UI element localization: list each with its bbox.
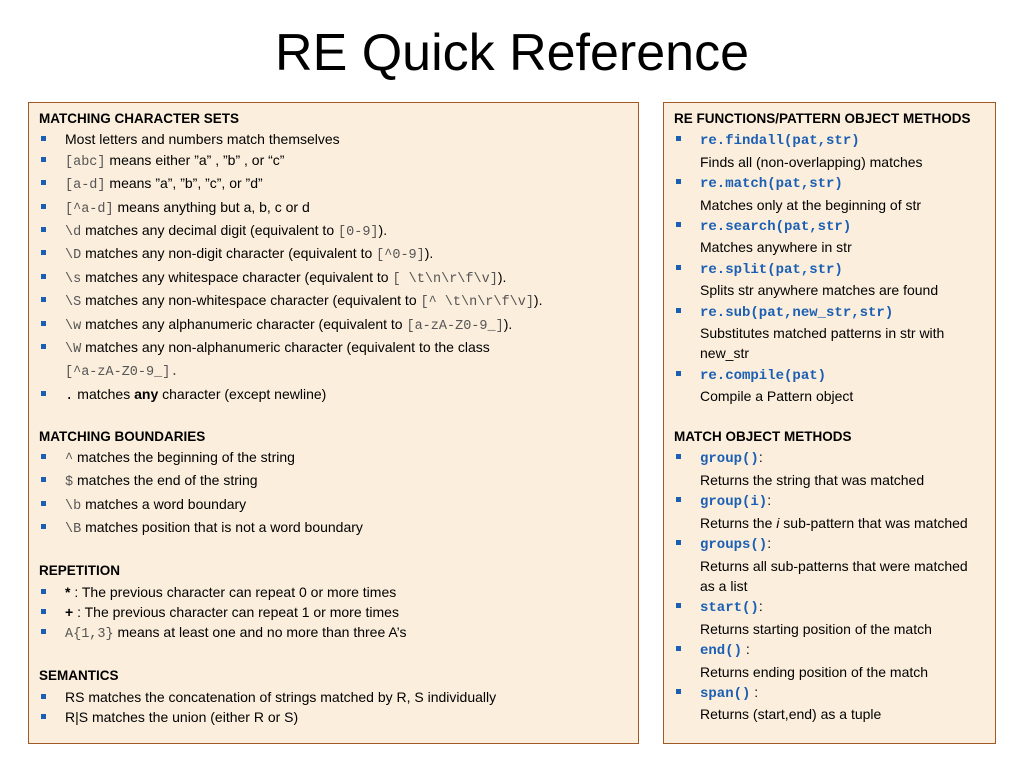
method-description: Returns the string that was matched xyxy=(700,471,925,488)
list-item: group(i): Returns the i sub-pattern that was matched xyxy=(674,490,985,533)
regex-code: [^a-zA-Z0-9_] xyxy=(65,365,171,381)
bullet-icon xyxy=(676,308,681,313)
boundaries-list xyxy=(39,447,628,541)
semantics-list xyxy=(39,687,628,728)
list-item: + : The previous character can repeat 1 or more times xyxy=(39,602,628,622)
list-item: [abc] means either ”a” , ”b” , or “c” xyxy=(39,150,628,173)
section-heading-repetition: REPETITION xyxy=(39,563,121,579)
section-heading-matching-sets: MATCHING CHARACTER SETS xyxy=(39,111,239,126)
list-item: \W matches any non-alphanumeric character (equivalent to the class [^a-zA-Z0-9_]. xyxy=(39,337,628,384)
list-item: [a-d] means ”a”, ”b”, ”c”, or ”d” xyxy=(39,173,628,196)
bullet-icon xyxy=(41,694,46,699)
method-signature: start() xyxy=(700,600,759,617)
function-signature: re.search(pat,str) xyxy=(700,219,852,236)
bullet-icon xyxy=(41,297,46,302)
bullet-icon xyxy=(676,222,681,227)
regex-code: [^ \t\n\r\f\v] xyxy=(420,295,534,311)
regex-code: [0-9] xyxy=(338,225,379,241)
method-signature: group() xyxy=(700,451,759,468)
method-description: Returns the i sub-pattern that was matched xyxy=(700,514,968,531)
method-signature: group(i) xyxy=(700,494,768,511)
functions-list xyxy=(674,129,985,406)
bullet-icon xyxy=(41,344,46,349)
regex-code: \s xyxy=(65,271,82,287)
bullet-icon xyxy=(676,371,681,376)
regex-code: . xyxy=(65,387,74,404)
left-reference-panel xyxy=(28,102,639,744)
bullet-icon xyxy=(41,180,46,185)
regex-code: [^a-d] xyxy=(65,201,114,217)
list-item: $ matches the end of the string xyxy=(39,470,628,493)
function-signature: re.findall(pat,str) xyxy=(700,133,860,150)
list-item: group(): Returns the string that was matched xyxy=(674,447,985,490)
list-item: span() : Returns (start,end) as a tuple xyxy=(674,682,985,725)
function-description: Compile a Pattern object xyxy=(700,388,854,405)
bullet-icon xyxy=(676,540,681,545)
list-item xyxy=(674,129,985,172)
bullet-icon xyxy=(676,265,681,270)
bullet-icon xyxy=(41,136,46,141)
list-item xyxy=(674,364,985,407)
regex-code: [a-zA-Z0-9_] xyxy=(406,318,504,334)
regex-code: [^0-9] xyxy=(376,248,425,264)
page-title: RE Quick Reference xyxy=(275,24,749,82)
list-item xyxy=(674,258,985,301)
bullet-icon xyxy=(676,454,681,459)
list-item: \B matches position that is not a word boundary xyxy=(39,517,628,540)
bullet-icon xyxy=(676,603,681,608)
regex-code: \W xyxy=(65,342,82,358)
section-heading-functions: RE FUNCTIONS/PATTERN OBJECT METHODS xyxy=(674,111,971,126)
method-signature: groups() xyxy=(700,537,768,554)
bullet-icon xyxy=(41,157,46,162)
bullet-icon xyxy=(41,391,46,396)
regex-code: ^ xyxy=(65,452,74,468)
regex-code: \D xyxy=(65,248,82,264)
method-description: Returns ending position of the match xyxy=(700,663,929,680)
function-description: Matches anywhere in str xyxy=(700,239,852,256)
bullet-icon xyxy=(676,646,681,651)
bullet-icon xyxy=(676,497,681,502)
list-item: \s matches any whitespace character (equivalent to [ \t\n\r\f\v]). xyxy=(39,267,628,290)
list-item xyxy=(674,215,985,258)
regex-code: [abc] xyxy=(65,154,106,170)
repetition-list xyxy=(39,582,628,646)
list-item: \d matches any decimal digit (equivalent to [0-9]). xyxy=(39,220,628,243)
bullet-icon xyxy=(41,589,46,594)
bullet-icon xyxy=(41,274,46,279)
function-signature: re.compile(pat) xyxy=(700,367,827,384)
list-item: R|S matches the union (either R or S) xyxy=(39,707,628,727)
list-item: start(): Returns starting position of the match xyxy=(674,596,985,639)
function-signature: re.split(pat,str) xyxy=(700,261,843,278)
bullet-icon xyxy=(41,250,46,255)
list-item: ^ matches the beginning of the string xyxy=(39,447,628,470)
section-heading-boundaries: MATCHING BOUNDARIES xyxy=(39,428,206,444)
bullet-icon xyxy=(676,136,681,141)
bullet-icon xyxy=(676,179,681,184)
function-description: Splits str anywhere matches are found xyxy=(700,282,939,299)
method-description: Returns starting position of the match xyxy=(700,620,932,637)
section-heading-match-methods: MATCH OBJECT METHODS xyxy=(674,429,852,445)
list-item: * : The previous character can repeat 0 or more times xyxy=(39,582,628,602)
list-item xyxy=(674,172,985,215)
list-item: groups(): Returns all sub-patterns that were matched as a list xyxy=(674,533,985,596)
bullet-icon xyxy=(41,629,46,634)
function-signature: re.match(pat,str) xyxy=(700,176,843,193)
list-item: [^a-d] means anything but a, b, c or d xyxy=(39,197,628,220)
bullet-icon xyxy=(41,609,46,614)
bullet-icon xyxy=(41,204,46,209)
regex-code: [ \t\n\r\f\v] xyxy=(392,271,498,287)
list-item: \S matches any non-whitespace character (equivalent to [^ \t\n\r\f\v]). xyxy=(39,290,628,313)
regex-code: \d xyxy=(65,225,82,241)
bullet-icon xyxy=(41,477,46,482)
bullet-icon xyxy=(41,321,46,326)
right-reference-panel xyxy=(663,102,996,744)
list-item: \w matches any alphanumeric character (equivalent to [a-zA-Z0-9_]). xyxy=(39,314,628,337)
bullet-icon xyxy=(41,227,46,232)
regex-code: A{1,3} xyxy=(65,627,114,643)
method-description: Returns (start,end) as a tuple xyxy=(700,706,882,723)
regex-code: $ xyxy=(65,475,74,491)
list-item: \b matches a word boundary xyxy=(39,494,628,517)
function-signature: re.sub(pat,new_str,str) xyxy=(700,304,894,321)
function-description: Matches only at the beginning of str xyxy=(700,196,922,213)
section-heading-semantics: SEMANTICS xyxy=(39,668,119,684)
regex-code: \B xyxy=(65,522,82,538)
bullet-icon xyxy=(41,501,46,506)
regex-code: \b xyxy=(65,498,82,514)
list-item: Most letters and numbers match themselves xyxy=(39,129,628,149)
function-description: Substitutes matched patterns in str with new_str xyxy=(700,325,945,362)
method-signature: end() xyxy=(700,643,743,660)
bullet-icon xyxy=(41,714,46,719)
list-item: \D matches any non-digit character (equivalent to [^0-9]). xyxy=(39,243,628,266)
list-item: . matches any character (except newline) xyxy=(39,384,628,406)
regex-code: \S xyxy=(65,295,82,311)
function-description: Finds all (non-overlapping) matches xyxy=(700,153,923,170)
regex-code: * xyxy=(65,583,71,600)
regex-code: + xyxy=(65,603,74,620)
bullet-icon xyxy=(676,689,681,694)
list-item: A{1,3} means at least one and no more than three A’s xyxy=(39,622,628,645)
match-methods-list xyxy=(674,447,985,724)
method-signature: span() xyxy=(700,685,751,702)
matching-sets-list xyxy=(39,129,628,406)
regex-code: \w xyxy=(65,318,82,334)
list-item: end() : Returns ending position of the match xyxy=(674,639,985,682)
bullet-icon xyxy=(41,524,46,529)
list-item xyxy=(674,301,985,364)
list-item: RS matches the concatenation of strings matched by R, S individually xyxy=(39,687,628,707)
bullet-icon xyxy=(41,454,46,459)
regex-code: [a-d] xyxy=(65,178,106,194)
method-description: Returns all sub-patterns that were matched as a list xyxy=(700,557,968,594)
